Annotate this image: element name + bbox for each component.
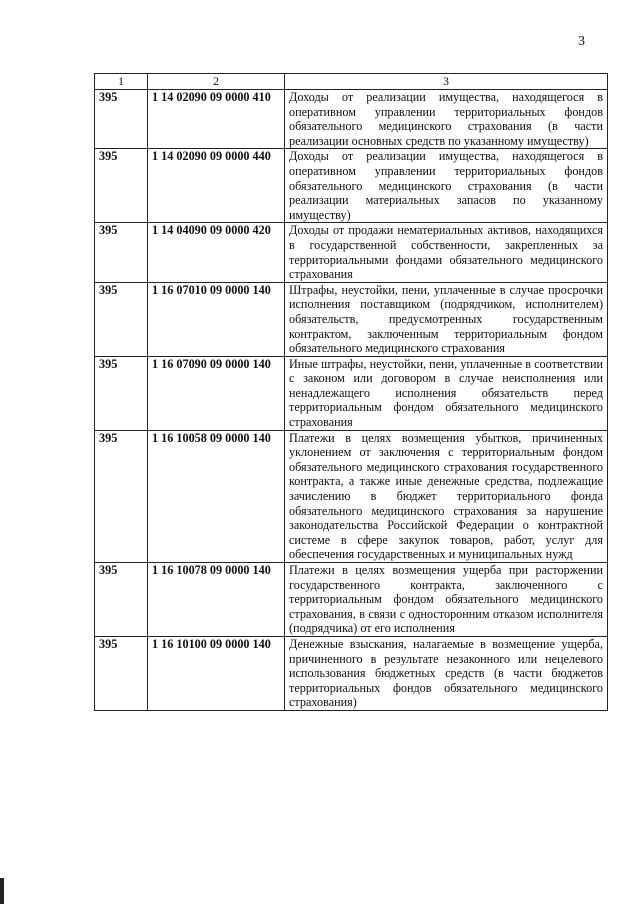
revenue-name-cell: Платежи в целях возмещения убытков, причиненных уклонением от заключения с территориальным фондом обязательного медицинского страхования государственного контракта, а также иные денежные средства, подлежащие зачислению в бюджет территориального фонда обязательного медицинского страхования за нарушение законодательства Российской Федерации о контрактной системе в сфере закупок товаров, работ, услуг для обеспечения государственных и муниципальных нужд	[285, 430, 608, 562]
table-row	[95, 223, 608, 282]
admin-code-cell: 395	[95, 90, 148, 149]
table-row	[95, 282, 608, 356]
header-col-3: 3	[285, 74, 608, 90]
revenue-name-cell: Доходы от реализации имущества, находящегося в оперативном управлении территориальных фондов обязательного медицинского страхования (в части реализации основных средств по указанному имуществу)	[285, 90, 608, 149]
admin-code-cell: 395	[95, 282, 148, 356]
table-row	[95, 149, 608, 223]
admin-code-cell: 395	[95, 356, 148, 430]
revenue-name-cell: Платежи в целях возмещения ущерба при расторжении государственного контракта, заключенного с территориальным фондом обязательного медицинского страхования, в связи с односторонним отказом исполнителя (подрядчика) от его исполнения	[285, 563, 608, 637]
table-row	[95, 430, 608, 562]
revenue-codes-table	[94, 73, 608, 711]
budget-code-cell: 1 14 02090 09 0000 410	[148, 90, 285, 149]
table-row	[95, 636, 608, 710]
table-row	[95, 90, 608, 149]
budget-code-cell: 1 16 10100 09 0000 140	[148, 636, 285, 710]
budget-code-cell: 1 16 10078 09 0000 140	[148, 563, 285, 637]
header-col-1: 1	[95, 74, 148, 90]
admin-code-cell: 395	[95, 149, 148, 223]
budget-code-cell: 1 14 02090 09 0000 440	[148, 149, 285, 223]
revenue-name-cell: Доходы от реализации имущества, находящегося в оперативном управлении территориальных фондов обязательного медицинского страхования (в части реализации материальных запасов по указанному имуществу)	[285, 149, 608, 223]
budget-code-cell: 1 16 07010 09 0000 140	[148, 282, 285, 356]
budget-code-cell: 1 14 04090 09 0000 420	[148, 223, 285, 282]
table-row	[95, 356, 608, 430]
revenue-name-cell: Доходы от продажи нематериальных активов, находящихся в государственной собственности, закрепленных за территориальными фондами обязательного медицинского страхования	[285, 223, 608, 282]
admin-code-cell: 395	[95, 563, 148, 637]
table-header-row	[95, 74, 608, 90]
header-col-2: 2	[148, 74, 285, 90]
budget-code-cell: 1 16 07090 09 0000 140	[148, 356, 285, 430]
scan-edge-mark	[0, 878, 4, 904]
page-number: 3	[578, 34, 585, 49]
table-row	[95, 563, 608, 637]
admin-code-cell: 395	[95, 430, 148, 562]
revenue-name-cell: Штрафы, неустойки, пени, уплаченные в случае просрочки исполнения поставщиком (подрядчиком, исполнителем) обязательств, предусмотренных государственным контрактом, заключенным территориальным фондом обязательного медицинского страхования	[285, 282, 608, 356]
revenue-name-cell: Иные штрафы, неустойки, пени, уплаченные в соответствии с законом или договором в случае неисполнения или ненадлежащего исполнения обязательств перед территориальным фондом обязательного медицинского страхования	[285, 356, 608, 430]
budget-code-cell: 1 16 10058 09 0000 140	[148, 430, 285, 562]
admin-code-cell: 395	[95, 636, 148, 710]
revenue-name-cell: Денежные взыскания, налагаемые в возмещение ущерба, причиненного в результате незаконного или нецелевого использования бюджетных средств (в части бюджетов территориальных фондов обязательного медицинского страхования)	[285, 636, 608, 710]
admin-code-cell: 395	[95, 223, 148, 282]
